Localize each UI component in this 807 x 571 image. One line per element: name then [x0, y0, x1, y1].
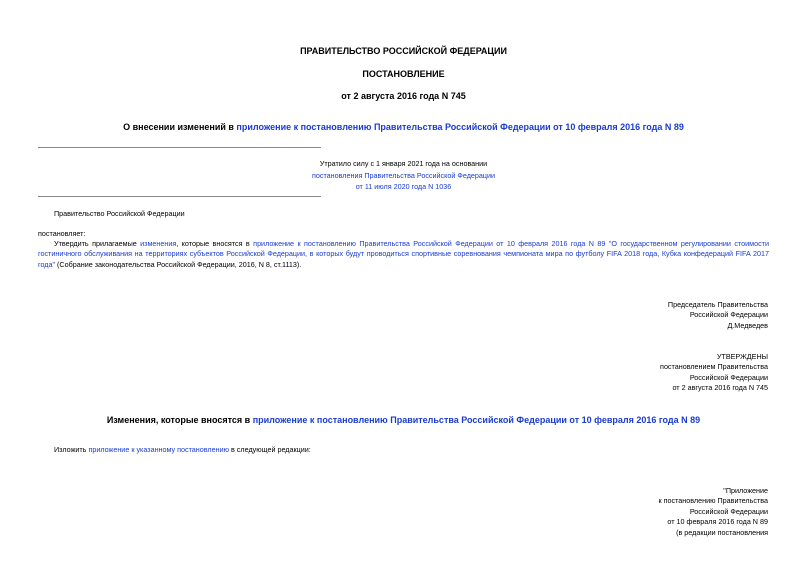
decree-paragraph: [38, 239, 769, 270]
decrees-word: постановляет:: [38, 229, 86, 238]
repeal-link-line1[interactable]: постановления Правительства Российской Федерации: [311, 170, 496, 180]
appendix-line1: "Приложение: [723, 486, 768, 495]
title-prefix: О внесении изменений в: [123, 122, 237, 132]
approval-block: [500, 352, 768, 394]
changes-heading-link[interactable]: приложение к постановлению Правительства Российской Федерации от 10 февраля 2016 года N 89: [252, 415, 701, 425]
appendix-line3: Российской Федерации: [689, 506, 768, 516]
p1-text-b: , которые вносятся в: [176, 239, 254, 248]
status-note-line1: Утратило силу с 1 января 2021 года на основании: [319, 159, 488, 168]
p1-text-c: (Собрание законодательства Российской Федерации, 2016, N 8, ст.1113).: [55, 259, 302, 269]
appendix-decree-link[interactable]: приложение к постановлению Правительства Российской Федерации от 10 февраля 2016 года N 89 "О государственном регулировании стоимости гостиничного обслуживания на территориях субъектов Российской Федерации, в которых будут проводиться спортивные соревнования чемпионата мира по футболу FIFA 2018 года, Кубка конфедераций FIFA 2017 года": [38, 239, 769, 269]
approved-country: Российской Федерации: [689, 372, 768, 382]
approved-date: от 2 августа 2016 года N 745: [672, 383, 768, 393]
government-subject: Правительство Российской Федерации: [54, 209, 185, 218]
document-date-number: от 2 августа 2016 года N 745: [341, 91, 466, 101]
changes-text-a: Изложить: [54, 445, 89, 454]
changes-text-b: в следующей редакции:: [229, 445, 311, 454]
appendix-block: [500, 486, 768, 538]
document-type: ПОСТАНОВЛЕНИЕ: [362, 69, 445, 79]
approved-word: УТВЕРЖДЕНЫ: [716, 352, 768, 361]
changes-link[interactable]: изменения: [140, 239, 177, 248]
signature-block: [500, 300, 768, 331]
signature-title: Председатель Правительства: [667, 300, 768, 309]
changes-instruction: [54, 445, 311, 454]
divider-top: [38, 147, 321, 148]
approved-by: постановлением Правительства: [660, 362, 768, 372]
government-header: ПРАВИТЕЛЬСТВО РОССИЙСКОЙ ФЕДЕРАЦИИ: [300, 46, 507, 56]
repeal-link-line2[interactable]: от 11 июля 2020 года N 1036: [355, 182, 452, 191]
appendix-line5: (в редакции постановления: [676, 527, 768, 537]
signature-name: Д.Медведев: [727, 320, 768, 330]
annex-link[interactable]: приложение к указанному постановлению: [88, 445, 229, 454]
document-title: [0, 122, 807, 132]
p1-text-a: Утвердить прилагаемые: [54, 239, 141, 248]
appendix-line4: от 10 февраля 2016 года N 89: [667, 517, 768, 527]
signature-country: Российской Федерации: [689, 310, 768, 320]
status-note: [0, 158, 807, 193]
changes-heading-prefix: Изменения, которые вносятся в: [106, 415, 253, 425]
divider-bottom: [38, 196, 321, 197]
title-link[interactable]: приложение к постановлению Правительства Российской Федерации от 10 февраля 2016 года N 89: [236, 122, 684, 132]
appendix-line2: к постановлению Правительства: [658, 496, 768, 506]
changes-heading: [0, 415, 807, 425]
